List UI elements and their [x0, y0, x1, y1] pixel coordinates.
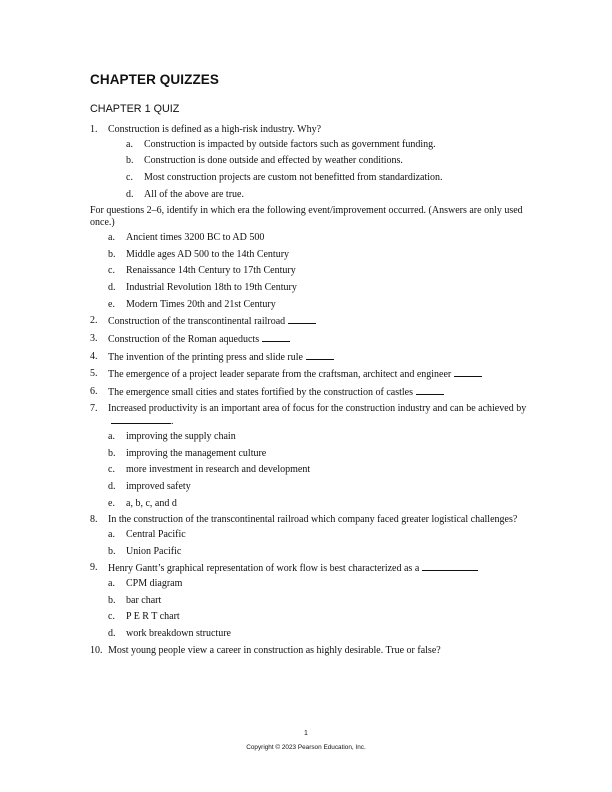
- question-3: [90, 333, 530, 346]
- question-number: 7.: [90, 403, 98, 415]
- option: [108, 172, 530, 184]
- question-6: [90, 386, 530, 399]
- option-letter: b.: [126, 155, 134, 167]
- question-number: 3.: [90, 332, 98, 344]
- question-number: 1.: [90, 124, 98, 135]
- option-letter: a.: [126, 138, 133, 150]
- option-text: Middle ages AD 500 to the 14th Century: [126, 248, 290, 260]
- answer-blank: [454, 368, 482, 377]
- option-text: Ancient times 3200 BC to AD 500: [126, 231, 265, 243]
- option-text: a, b, c, and d: [126, 497, 177, 509]
- option-letter: c.: [108, 265, 115, 277]
- question-number: 5.: [90, 368, 98, 380]
- option-text: bar chart: [126, 594, 162, 606]
- option: [108, 189, 530, 201]
- section-title: CHAPTER 1 QUIZ: [90, 103, 180, 115]
- option-letter: c.: [126, 171, 133, 183]
- option-text: Construction is done outside and effected by weather conditions.: [144, 155, 403, 167]
- option: [90, 529, 530, 541]
- option-text: CPM diagram: [126, 578, 183, 590]
- question-text: Construction of the Roman aqueducts: [108, 333, 260, 345]
- option: [108, 139, 530, 151]
- option-text: Union Pacific: [126, 545, 182, 557]
- question-10: [90, 645, 530, 657]
- option-text: Central Pacific: [126, 529, 186, 541]
- option-letter: d.: [108, 282, 116, 293]
- question-text: Construction of the transcontinental railroad: [108, 316, 286, 328]
- instructions-text: For questions 2–6, identify in which era the following event/improvement occurred. (Answers are only used once.): [90, 205, 523, 229]
- question-number: 10.: [90, 644, 103, 656]
- option-text: Renaissance 14th Century to 17th Century: [126, 265, 296, 277]
- question-4: [90, 351, 530, 364]
- option-letter: c.: [108, 464, 115, 476]
- instructions: [90, 205, 530, 311]
- answer-blank: [111, 415, 171, 424]
- question-number: 6.: [90, 385, 98, 397]
- option-letter: a.: [108, 231, 115, 243]
- option-letter: e.: [108, 298, 115, 310]
- answer-blank: [288, 315, 316, 324]
- answer-blank: [416, 386, 444, 395]
- question-5: [90, 368, 530, 381]
- option: [90, 595, 530, 607]
- option-letter: d.: [108, 628, 116, 640]
- option-text: Most construction projects are custom not benefitted from standardization.: [144, 171, 443, 183]
- option-text: P E R T chart: [126, 611, 180, 623]
- option-text: Industrial Revolution 18th to 19th Century: [126, 282, 297, 293]
- option-text: Modern Times 20th and 21st Century: [126, 298, 276, 310]
- question-number: 4.: [90, 350, 98, 362]
- option-list: [108, 139, 530, 201]
- option-text: improved safety: [126, 481, 191, 493]
- option-letter: b.: [108, 248, 116, 260]
- question-text: The emergence small cities and states fortified by the construction of castles: [108, 386, 413, 398]
- question-text: The emergence of a project leader separate from the craftsman, architect and engineer: [108, 369, 452, 381]
- answer-blank: [306, 351, 334, 360]
- option-letter: a.: [108, 529, 115, 541]
- option: [90, 546, 530, 558]
- option: [90, 464, 530, 476]
- question-number: 8.: [90, 514, 98, 526]
- option-text: Construction is impacted by outside factors such as government funding.: [144, 138, 436, 150]
- era-option-list: [90, 232, 530, 311]
- question-number: 2.: [90, 315, 98, 327]
- question-text: Most young people view a career in construction as highly desirable. True or false?: [108, 644, 441, 656]
- question-2: [90, 315, 530, 328]
- option: [90, 232, 530, 244]
- option-list: [108, 431, 530, 510]
- option-letter: b.: [108, 545, 116, 557]
- question-8: [90, 514, 530, 557]
- option: [90, 448, 530, 460]
- answer-blank: [422, 562, 478, 571]
- question-text: In the construction of the transcontinental railroad which company faced greater logistical challenges?: [108, 514, 518, 526]
- option-text: more investment in research and development: [126, 464, 311, 476]
- question-number: 9.: [90, 562, 98, 574]
- option-letter: c.: [108, 611, 115, 623]
- option: [90, 249, 530, 261]
- option-text: All of the above are true.: [144, 188, 244, 200]
- option-letter: a.: [108, 578, 115, 590]
- quiz-body: [90, 124, 530, 661]
- option-letter: b.: [108, 447, 116, 459]
- option-text: improving the supply chain: [126, 431, 236, 443]
- page-title: CHAPTER QUIZZES: [90, 72, 220, 87]
- option-text: work breakdown structure: [126, 628, 231, 640]
- question-9: [90, 562, 530, 640]
- option: [90, 611, 530, 623]
- option: [90, 498, 530, 510]
- option: [90, 282, 530, 294]
- question-1: [90, 124, 530, 201]
- option-letter: b.: [108, 594, 116, 606]
- copyright-notice: Copyright © 2023 Pearson Education, Inc.: [246, 744, 366, 751]
- option: [90, 481, 530, 493]
- option-letter: d.: [126, 188, 134, 200]
- option: [90, 299, 530, 311]
- option-letter: e.: [108, 497, 115, 509]
- option: [90, 265, 530, 277]
- page-number: 1: [304, 730, 308, 737]
- option-list: [108, 578, 530, 640]
- option-letter: d.: [108, 481, 116, 493]
- option: [90, 431, 530, 443]
- question-text: Increased productivity is an important area of focus for the construction industry and can be achieved by: [108, 403, 527, 415]
- question-7: 7. Increased productivity is an important area of focus for the construction industry and can be achieved by. a. improving the supply chain b. improving the management culture c. more investment in research and development d. improved safety e. a, b, c, and d: [90, 403, 530, 510]
- question-text: Construction is defined as a high-risk industry. Why?: [108, 124, 322, 135]
- question-text: The invention of the printing press and slide rule: [108, 351, 303, 363]
- option-text: improving the management culture: [126, 447, 267, 459]
- option: [90, 628, 530, 640]
- option-list: [108, 529, 530, 558]
- question-text: Henry Gantt’s graphical representation of work flow is best characterized as a: [108, 563, 420, 575]
- option-letter: a.: [108, 431, 115, 443]
- option: [90, 578, 530, 590]
- option: [108, 155, 530, 167]
- answer-blank: [262, 333, 290, 342]
